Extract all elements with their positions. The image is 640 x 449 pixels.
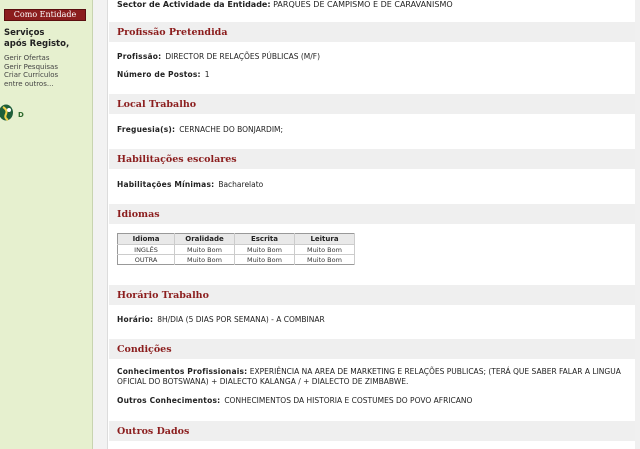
- section-title: Habilitações escolares: [117, 154, 237, 165]
- profissao-label: Profissão:: [117, 52, 162, 61]
- sector-value: PARQUES DE CAMPISMO E DE CARAVANISMO: [273, 0, 453, 9]
- horario-row: [117, 315, 325, 324]
- table-cell: Muito Bom: [235, 255, 295, 265]
- table-cell: Muito Bom: [175, 245, 235, 255]
- outros-conhecimentos-label: Outros Conhecimentos:: [117, 396, 221, 405]
- habilitacoes-label: Habilitações Mínimas:: [117, 180, 215, 189]
- logo-letter[interactable]: D: [18, 111, 24, 119]
- postos-value: 1: [204, 70, 210, 79]
- outros-conhecimentos-row: [117, 396, 472, 405]
- section-habilitacoes-header: [109, 149, 635, 169]
- left-sidebar: [0, 0, 93, 449]
- table-cell: Muito Bom: [175, 255, 235, 265]
- col-header-escrita: Escrita: [235, 234, 295, 245]
- section-profissao-header: [109, 22, 635, 42]
- section-title: Local Trabalho: [117, 99, 197, 110]
- table-cell: Muito Bom: [235, 245, 295, 255]
- services-links: [4, 54, 58, 88]
- section-title: Condições: [117, 344, 172, 355]
- table-row: [118, 245, 355, 255]
- link-entre-outros[interactable]: entre outros...: [4, 79, 54, 88]
- table-cell: INGLÊS: [118, 245, 175, 255]
- job-offer-details: [109, 0, 640, 449]
- freguesia-label: Freguesia(s):: [117, 125, 176, 134]
- services-line1: Serviços: [4, 28, 45, 38]
- languages-table: [117, 233, 355, 265]
- sector-label: Sector de Actividade da Entidade:: [117, 0, 271, 9]
- col-header-oralidade: Oralidade: [175, 234, 235, 245]
- section-outros-header: [109, 421, 635, 441]
- section-local-header: [109, 94, 635, 114]
- link-gerir-ofertas[interactable]: Gerir Ofertas: [4, 54, 50, 62]
- section-title: Idiomas: [117, 209, 160, 220]
- horario-label: Horário:: [117, 315, 154, 324]
- profissao-value: DIRECTOR DE RELAÇÕES PÚBLICAS (M/F): [165, 52, 321, 61]
- globe-logo-icon[interactable]: [0, 104, 15, 121]
- table-cell: Muito Bom: [295, 255, 355, 265]
- scrollbar-edge[interactable]: [635, 0, 640, 449]
- section-idiomas-header: [109, 204, 635, 224]
- services-line2: após Registo,: [4, 39, 70, 49]
- section-condicoes-header: [109, 339, 635, 359]
- conhecimentos-label: Conhecimentos Profissionais:: [117, 367, 248, 376]
- habilitacoes-row: [117, 180, 263, 189]
- profissao-row: [117, 52, 320, 61]
- conhecimentos-row: [109, 367, 635, 387]
- horario-value: 8H/DIA (5 DIAS POR SEMANA) - A COMBINAR: [157, 315, 325, 324]
- section-title: Horário Trabalho: [117, 290, 209, 301]
- conhecimentos-value: EXPERIÊNCIA NA AREA DE MARKETING E RELAÇÕES PUBLICAS; (TERÁ QUE SABER FALAR A LINGUA OFICIAL DO BOTSWANA) + DIALECTO KALANGA / + DIALECTO DE ZIMBABWE.: [117, 367, 621, 386]
- services-heading: [4, 28, 69, 50]
- section-title: Profissão Pretendida: [117, 27, 228, 38]
- outros-conhecimentos-value: CONHECIMENTOS DA HISTORIA E COSTUMES DO POVO AFRICANO: [224, 396, 473, 405]
- table-row: [118, 255, 355, 265]
- col-header-idioma: Idioma: [118, 234, 175, 245]
- section-title: Outros Dados: [117, 426, 190, 437]
- freguesia-value: CERNACHE DO BONJARDIM;: [179, 125, 284, 134]
- sidebar-divider: [93, 0, 108, 449]
- table-header-row: [118, 234, 355, 245]
- link-criar-curriculos[interactable]: Criar Currículos: [4, 71, 59, 79]
- freguesia-row: [117, 125, 283, 134]
- table-cell: OUTRA: [118, 255, 175, 265]
- link-gerir-pesquisas[interactable]: Gerir Pesquisas: [4, 62, 58, 71]
- section-horario-header: [109, 285, 635, 305]
- col-header-leitura: Leitura: [295, 234, 355, 245]
- postos-row: [117, 70, 210, 79]
- postos-label: Número de Postos:: [117, 70, 201, 79]
- como-entidade-button[interactable]: Como Entidade: [4, 9, 86, 21]
- habilitacoes-value: Bacharelato: [218, 180, 264, 189]
- sector-row: [117, 0, 453, 9]
- table-cell: Muito Bom: [295, 245, 355, 255]
